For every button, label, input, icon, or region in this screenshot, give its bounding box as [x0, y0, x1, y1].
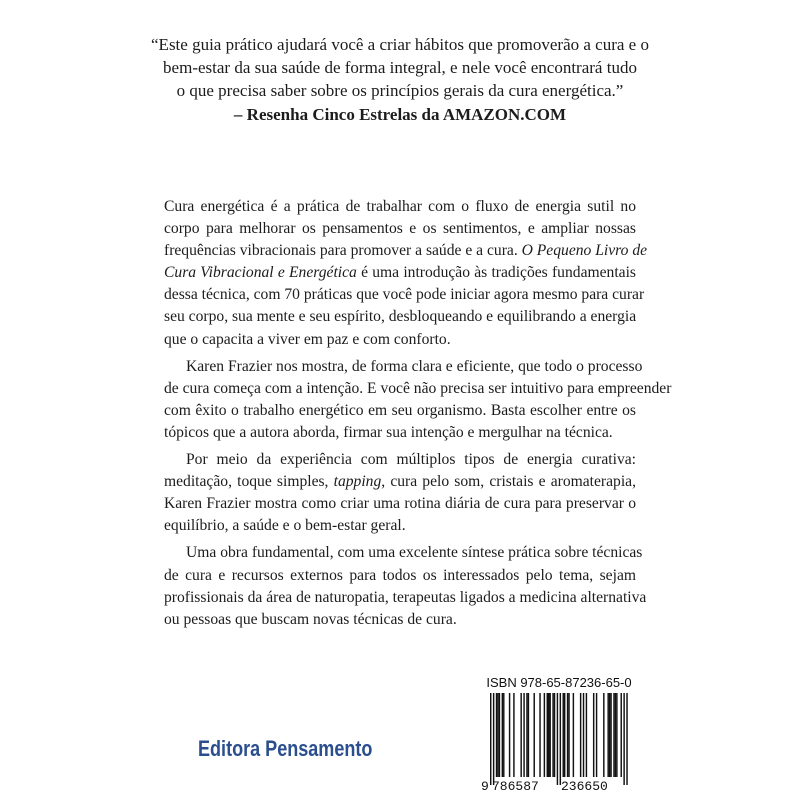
text-line	[164, 240, 648, 262]
text-line: de cura e recursos externos para todos os interessados pelo tema, sejam	[164, 566, 636, 584]
barcode-graphic	[478, 693, 636, 793]
text-line: Karen Frazier nos mostra, de forma clara e eficiente, que todo o processo	[186, 357, 643, 375]
barcode-bar	[586, 693, 587, 777]
barcode-bar	[503, 693, 504, 777]
isbn-barcode-block	[478, 675, 636, 793]
synopsis	[164, 196, 672, 636]
book-title: Cura Vibracional e Energética	[164, 264, 357, 282]
text-run: meditação, toque simples,	[164, 473, 334, 491]
paragraph-2	[164, 356, 672, 444]
text-line: que o capacita a viver em paz e com conforto.	[164, 330, 451, 348]
barcode-bar	[626, 693, 627, 785]
text-run: , cura pelo som, cristais e aromaterapia,	[381, 473, 636, 491]
barcode-bar	[548, 693, 549, 777]
barcode-bar	[580, 693, 581, 777]
barcode-bar	[497, 693, 498, 777]
quote-line: “Este guia prático ajudará você a criar hábitos que promoverão a cura e o	[151, 35, 649, 54]
barcode-bar	[539, 693, 540, 777]
barcode-bar	[513, 693, 514, 777]
text-line: Uma obra fundamental, com uma excelente síntese prática sobre técnicas	[186, 544, 643, 562]
barcode-bar	[607, 693, 608, 777]
italic-term: tapping	[333, 473, 382, 491]
barcode-bar	[496, 693, 497, 777]
text-line: Por meio da experiência com múltiplos tipos de energia curativa:	[186, 451, 636, 469]
barcode-bar	[526, 693, 527, 777]
barcode-digits-left: 786587	[492, 779, 539, 793]
barcode-bar	[564, 693, 565, 777]
barcode-bar	[560, 693, 561, 785]
barcode-digits-right: 236650	[561, 779, 608, 793]
quote-line: o que precisa saber sobre os princípios gerais da cura energética.”	[176, 81, 624, 100]
barcode-bar	[534, 693, 535, 777]
barcode-bar	[563, 693, 564, 777]
barcode-bar	[610, 693, 611, 777]
publisher-logo: Editora Pensamento	[198, 736, 373, 761]
barcode-bar	[573, 693, 574, 777]
barcode-bar	[557, 693, 558, 785]
text-line: Cura energética é a prática de trabalhar com o fluxo de energia sutil no	[164, 198, 636, 215]
barcode-digit-first: 9	[481, 779, 489, 793]
barcode-bar	[621, 693, 622, 777]
barcode-bar	[616, 693, 617, 777]
barcode-bar	[567, 693, 568, 777]
text-line: corpo para melhorar os pensamentos e os sentimentos, e ampliar nossas	[164, 220, 636, 238]
text-run: frequências vibracionais para promover a saúde e a cura.	[164, 242, 522, 260]
text-run: é uma introdução às tradições fundamentais	[356, 264, 636, 282]
barcode	[478, 693, 636, 793]
isbn-label: ISBN 978-65-87236-65-0	[486, 675, 632, 690]
text-line: dessa técnica, com 70 práticas que você pode iniciar agora mesmo para curar	[164, 286, 645, 304]
barcode-bar	[596, 693, 597, 777]
barcode-bar	[528, 693, 529, 777]
barcode-bar	[547, 693, 548, 777]
barcode-bar	[603, 693, 604, 777]
text-line: Karen Frazier mostra como criar uma rotina diária de cura para preservar o	[164, 495, 636, 513]
barcode-bar	[568, 693, 569, 777]
barcode-bar	[554, 693, 555, 777]
text-line: ou pessoas que buscam novas técnicas de cura.	[164, 610, 457, 628]
quote-line: bem-estar da sua saúde de forma integral, e nele você encontrará tudo	[163, 58, 637, 77]
barcode-bar	[490, 693, 491, 785]
text-line: equilíbrio, a saúde e o bem-estar geral.	[164, 517, 406, 535]
barcode-bar	[552, 693, 553, 777]
book-title: O Pequeno Livro de	[521, 242, 648, 260]
barcode-bar	[509, 693, 510, 777]
review-quote	[150, 33, 650, 126]
barcode-bar	[583, 693, 584, 777]
paragraph-4	[164, 542, 647, 630]
barcode-bar	[609, 693, 610, 777]
barcode-bar	[615, 693, 616, 777]
barcode-bar	[520, 693, 521, 777]
barcode-bar	[549, 693, 550, 777]
text-line: seu corpo, sua mente e seu espírito, desbloqueando e equilibrando a energia	[164, 308, 637, 326]
barcode-bar	[523, 693, 524, 777]
barcode-bar	[493, 693, 494, 785]
text-line	[164, 262, 636, 284]
paragraph-1	[164, 196, 648, 351]
text-line: de cura começa com a intenção. E você não precisa ser intuitivo para empreender	[164, 379, 672, 397]
barcode-bar	[613, 693, 614, 777]
barcode-bar	[499, 693, 500, 777]
barcode-bar	[623, 693, 624, 785]
text-line: com êxito o trabalho energético em seu organismo. Basta escolher entre os	[164, 401, 636, 419]
text-line	[164, 471, 636, 493]
barcode-bar	[502, 693, 503, 777]
quote-attribution: – Resenha Cinco Estrelas da AMAZON.COM	[233, 105, 567, 124]
text-line: tópicos que a autora aborda, firmar sua intenção e mergulhar na técnica.	[164, 423, 613, 441]
paragraph-3	[164, 449, 636, 537]
barcode-bar	[544, 693, 545, 777]
text-line: profissionais da área de naturopatia, terapeutas ligados a medicina alternativa	[164, 588, 647, 606]
barcode-bar	[593, 693, 594, 777]
